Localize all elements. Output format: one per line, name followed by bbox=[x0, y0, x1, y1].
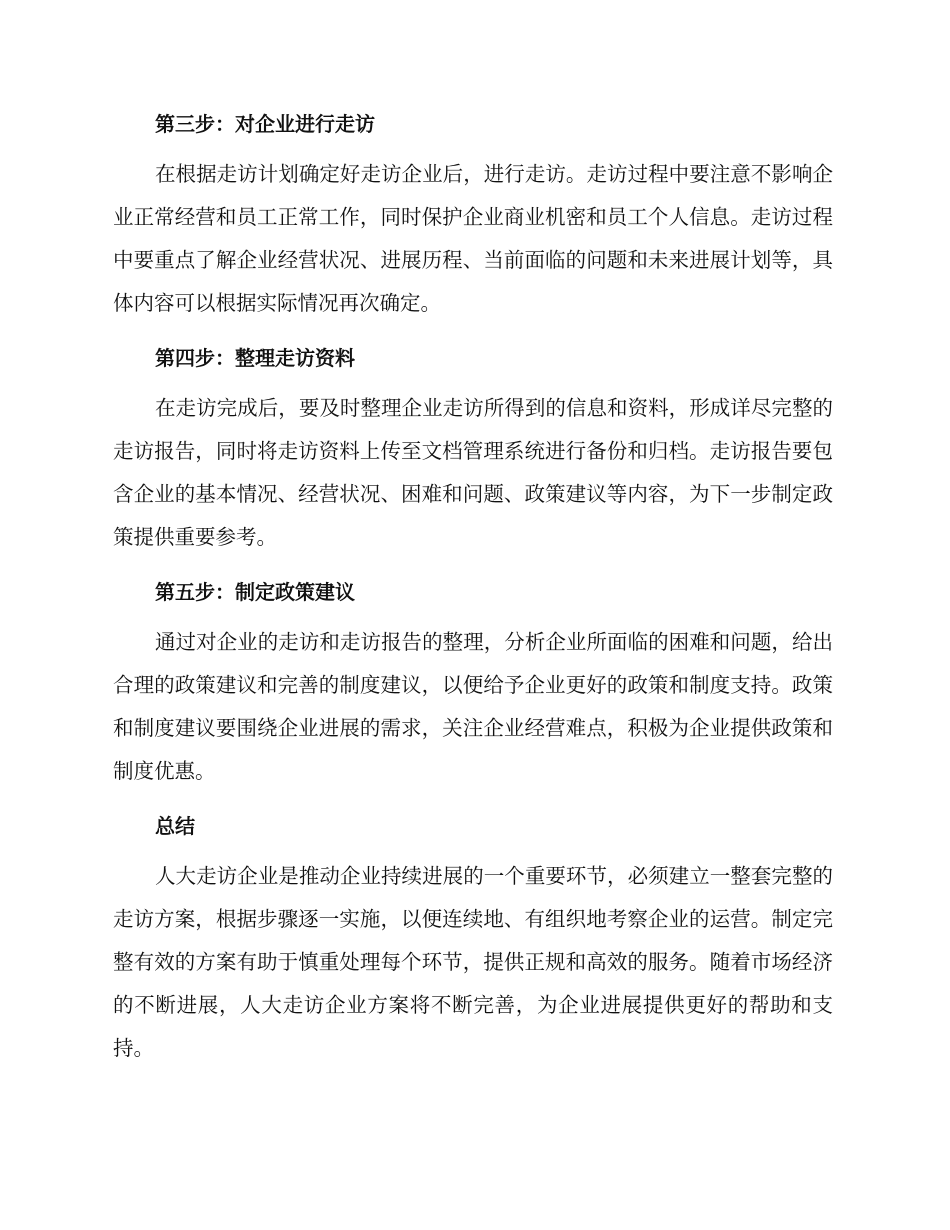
section-step-four bbox=[113, 337, 833, 559]
section-paragraph: 通过对企业的走访和走访报告的整理，分析企业所面临的困难和问题，给出合理的政策建议和完善的制度建议，以便给予企业更好的政策和制度支持。政策和制度建议要围绕企业进展的需求，关注企业经营难点，积极为企业提供政策和制度优惠。 bbox=[113, 630, 833, 783]
section-paragraph: 在根据走访计划确定好走访企业后，进行走访。走访过程中要注意不影响企业正常经营和员工正常工作，同时保护企业商业机密和员工个人信息。走访过程中要重点了解企业经营状况、进展历程、当前面临的问题和未来进展计划等，具体内容可以根据实际情况再次确定。 bbox=[113, 162, 833, 315]
section-heading: 第五步：制定政策建议 bbox=[155, 580, 355, 604]
section-heading: 第四步：整理走访资料 bbox=[155, 346, 355, 370]
document-body bbox=[113, 103, 833, 1082]
section-summary bbox=[113, 805, 833, 1070]
section-step-three bbox=[113, 103, 833, 325]
section-paragraph: 人大走访企业是推动企业持续进展的一个重要环节，必须建立一整套完整的走访方案，根据步骤逐一实施，以便连续地、有组织地考察企业的运营。制定完整有效的方案有助于慎重处理每个环节，提供正规和高效的服务。随着市场经济的不断进展，人大走访企业方案将不断完善，为企业进展提供更好的帮助和支持。 bbox=[113, 864, 833, 1060]
section-paragraph: 在走访完成后，要及时整理企业走访所得到的信息和资料，形成详尽完整的走访报告，同时将走访资料上传至文档管理系统进行备份和归档。走访报告要包含企业的基本情况、经营状况、困难和问题、政策建议等内容，为下一步制定政策提供重要参考。 bbox=[113, 396, 833, 549]
section-step-five bbox=[113, 571, 833, 793]
section-heading: 总结 bbox=[155, 814, 195, 838]
section-heading: 第三步：对企业进行走访 bbox=[155, 112, 375, 136]
